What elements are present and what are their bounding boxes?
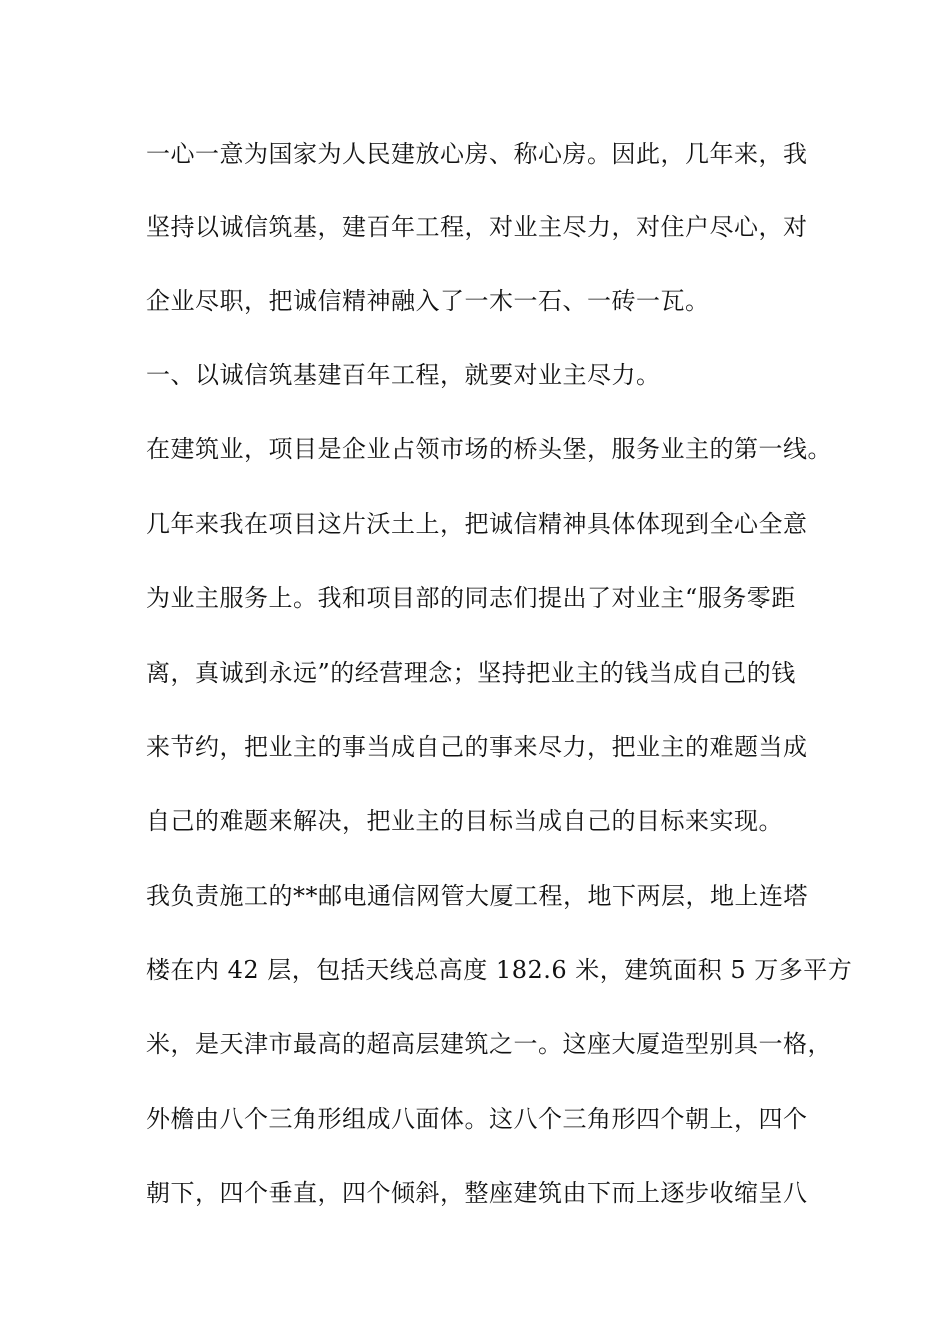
text-line: 一心一意为国家为人民建放心房、称心房。因此，几年来，我 [146, 140, 808, 168]
text-line: 米，是天津市最高的超高层建筑之一。这座大厦造型别具一格， [146, 1030, 832, 1058]
text-line: 自己的难题来解决，把业主的目标当成自己的目标来实现。 [146, 807, 783, 835]
text-line: 坚持以诚信筑基，建百年工程，对业主尽力，对住户尽心，对 [146, 213, 808, 241]
text-line: 来节约，把业主的事当成自己的事来尽力，把业主的难题当成 [146, 733, 808, 761]
text-line: 朝下，四个垂直，四个倾斜，整座建筑由下而上逐步收缩呈八 [146, 1179, 808, 1207]
text-line: 在建筑业，项目是企业占领市场的桥头堡，服务业主的第一线。 [146, 435, 832, 463]
section-heading: 一、以诚信筑基建百年工程，就要对业主尽力。 [146, 361, 661, 389]
text-line: 为业主服务上。我和项目部的同志们提出了对业主“服务零距 [146, 584, 796, 612]
text-line: 离，真诚到永远”的经营理念；坚持把业主的钱当成自己的钱 [146, 659, 796, 687]
text-line: 企业尽职，把诚信精神融入了一木一石、一砖一瓦。 [146, 287, 710, 315]
text-line: 外檐由八个三角形组成八面体。这八个三角形四个朝上，四个 [146, 1105, 808, 1133]
text-line: 我负责施工的**邮电通信网管大厦工程，地下两层，地上连塔 [146, 882, 808, 910]
text-line: 楼在内 42 层，包括天线总高度 182.6 米，建筑面积 5 万多平方 [146, 956, 853, 984]
text-line: 几年来我在项目这片沃土上，把诚信精神具体体现到全心全意 [146, 510, 808, 538]
